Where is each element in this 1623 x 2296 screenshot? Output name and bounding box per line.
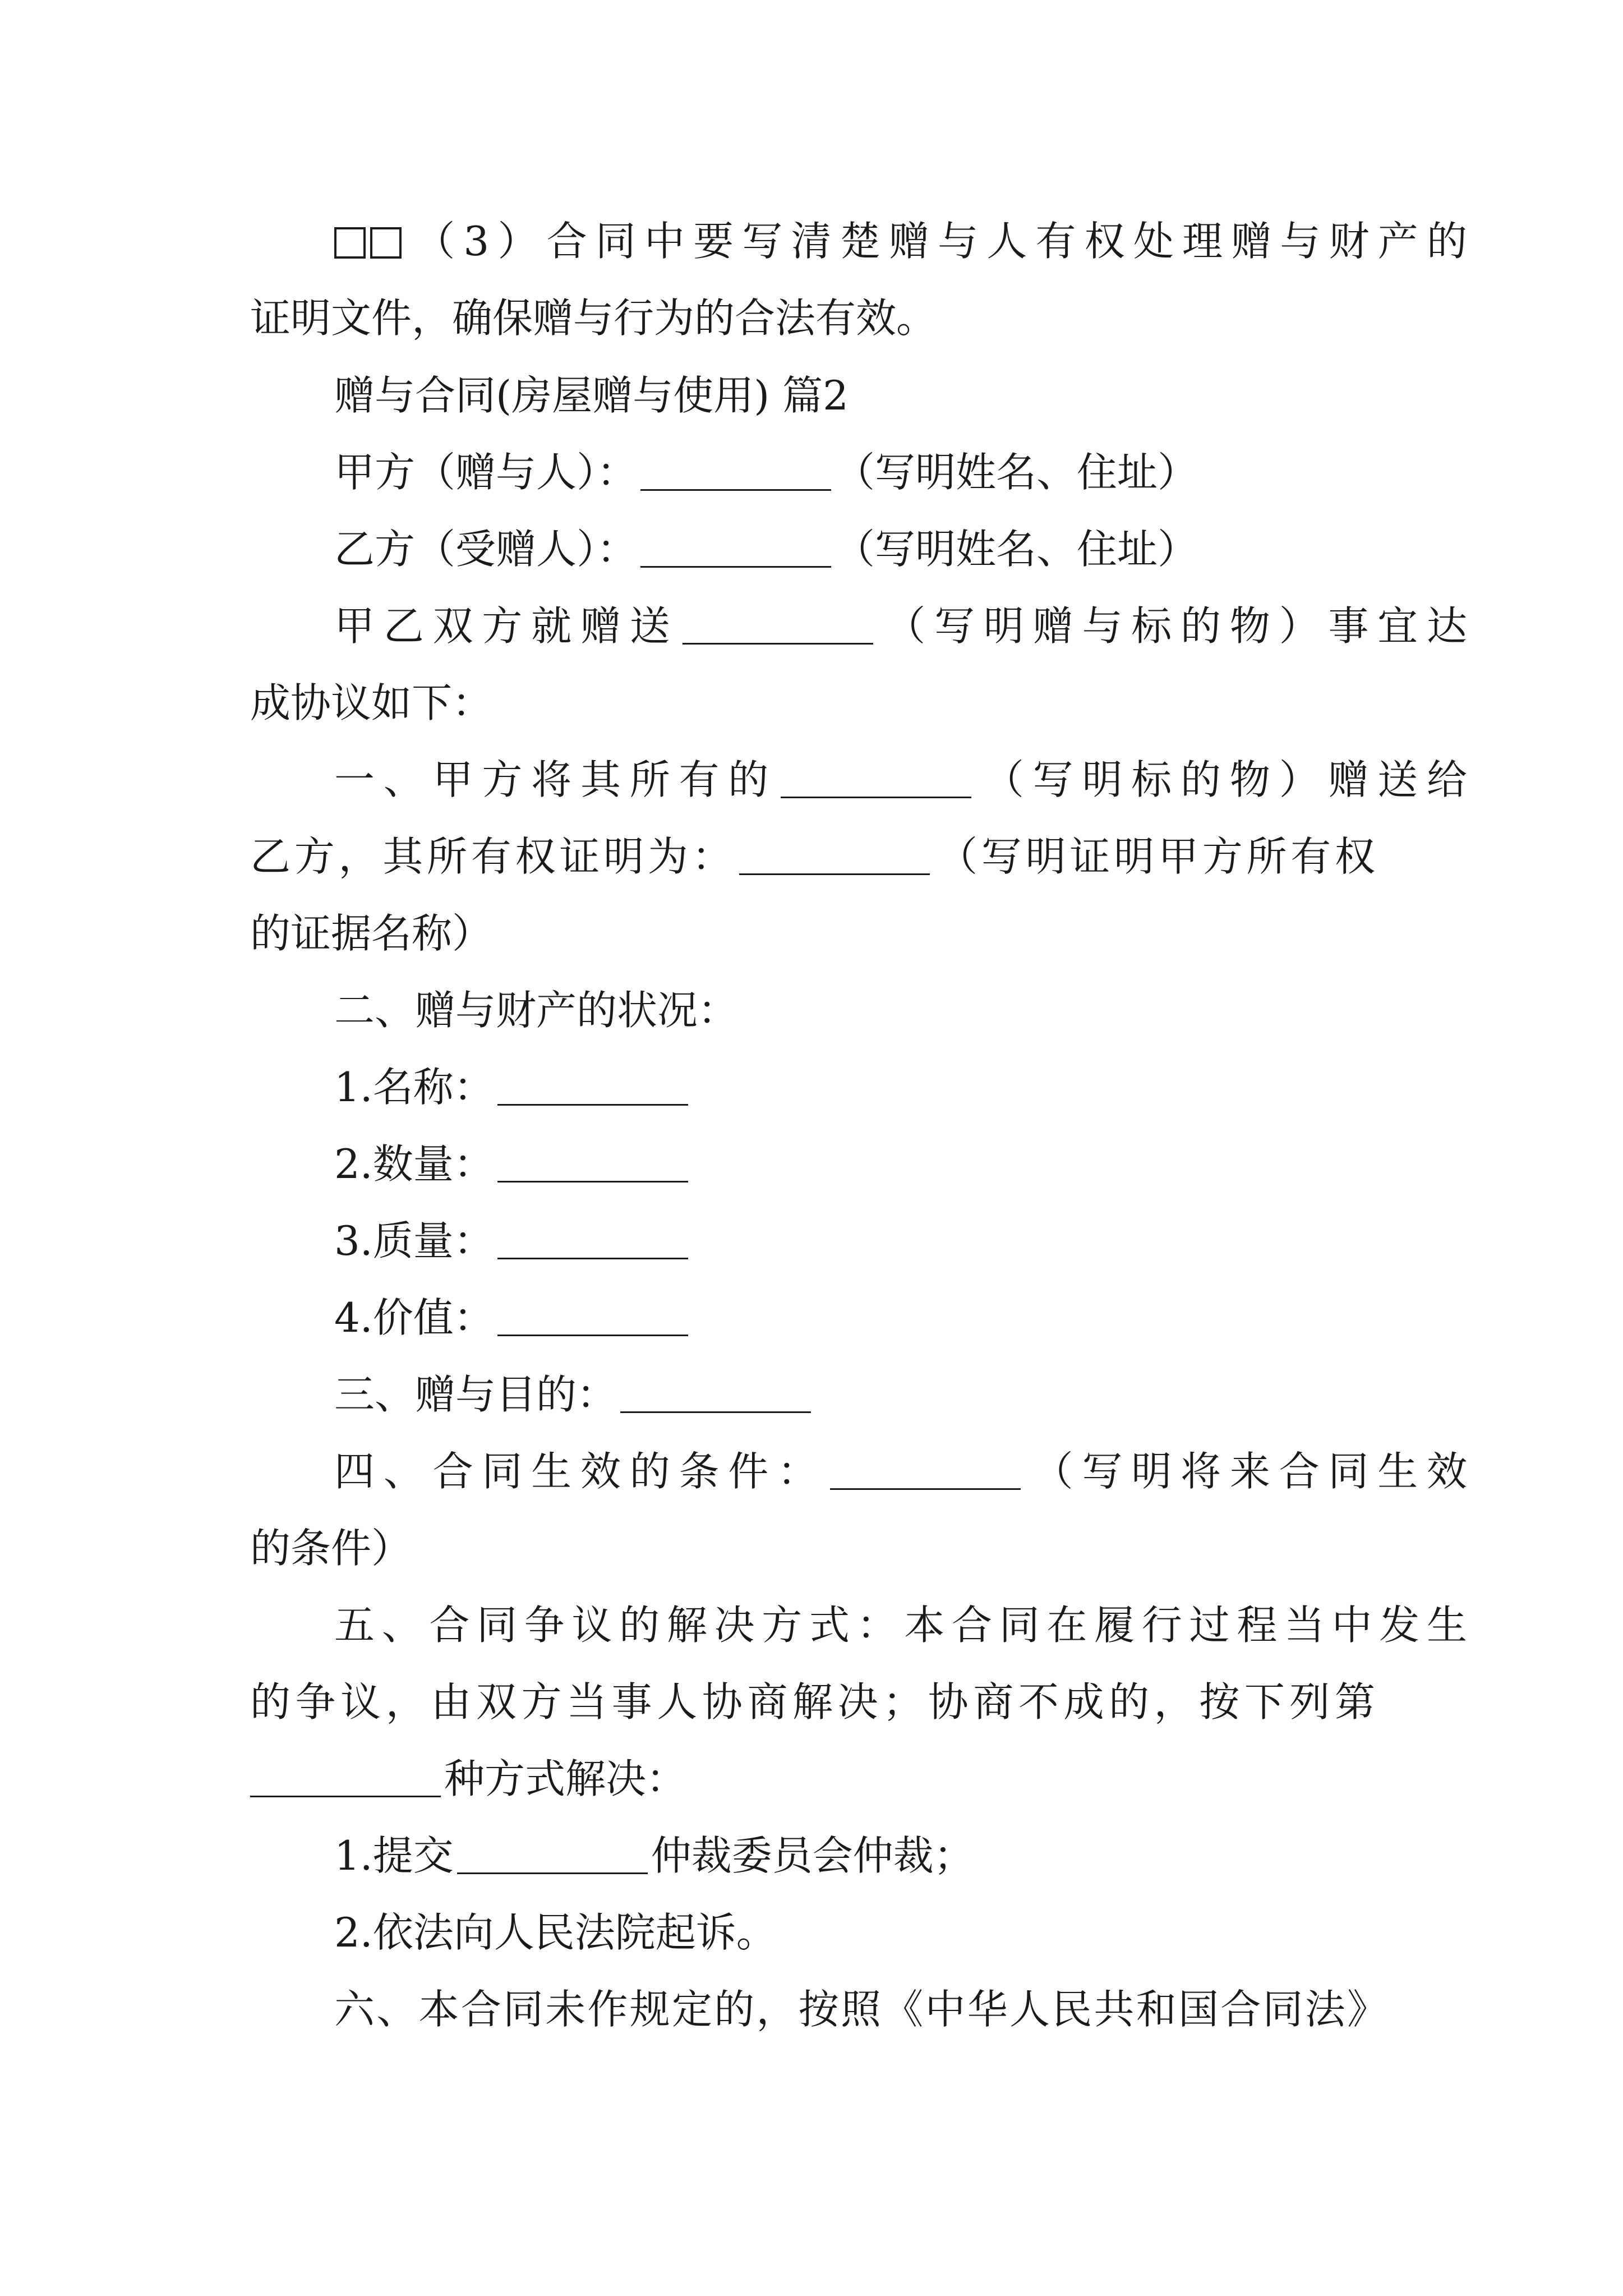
paragraph-line xyxy=(0,753,1467,807)
paragraph-line xyxy=(0,676,1623,730)
checkbox-icon xyxy=(370,227,402,259)
fill-in-blank[interactable] xyxy=(830,1448,1021,1490)
party-b-line xyxy=(0,522,1623,576)
checkbox-icon xyxy=(334,227,366,259)
text-run: 一、甲方将其所有的 xyxy=(334,756,778,803)
text-run: 成协议如下： xyxy=(250,679,493,726)
fill-in-blank[interactable] xyxy=(640,449,831,491)
text-run: 三、赠与目的： xyxy=(334,1371,617,1418)
paragraph-line xyxy=(0,1521,1623,1575)
paragraph-line xyxy=(0,907,1623,960)
paragraph-line xyxy=(0,983,1623,1037)
paragraph-line xyxy=(0,1368,1623,1421)
text-run: （写明姓名、住址） xyxy=(834,449,1198,496)
fill-in-blank[interactable] xyxy=(640,526,831,568)
text-run: 六、本合同未作规定的，按照《中华人民共和国合同法》 xyxy=(334,1986,1387,2033)
text-run: 仲裁委员会仲裁； xyxy=(651,1832,974,1879)
text-run: 证明文件，确保赠与行为的合法有效。 xyxy=(250,295,937,342)
list-item xyxy=(0,1214,1623,1268)
text-run: 的条件） xyxy=(250,1525,412,1572)
list-item xyxy=(0,1906,1623,1959)
fill-in-blank[interactable] xyxy=(497,1064,688,1106)
paragraph-line xyxy=(0,291,1623,345)
paragraph-line xyxy=(0,1675,1375,1729)
fill-in-blank[interactable] xyxy=(457,1832,648,1874)
list-item xyxy=(0,1137,1623,1191)
text-run: （写明赠与标的物）事宜达 xyxy=(876,602,1467,650)
list-item xyxy=(0,1060,1623,1114)
text-run: 2.依法向人民法院起诉。 xyxy=(334,1909,777,1956)
paragraph-line xyxy=(0,1444,1467,1498)
text-run: 1.名称： xyxy=(334,1064,494,1111)
text-run: 2.数量： xyxy=(334,1140,494,1188)
fill-in-blank[interactable] xyxy=(739,833,930,875)
fill-in-blank[interactable] xyxy=(781,756,971,798)
list-item xyxy=(0,1829,1623,1883)
text-run: 1.提交 xyxy=(334,1832,454,1879)
fill-in-blank[interactable] xyxy=(497,1294,688,1336)
list-item xyxy=(0,1291,1623,1345)
text-run: （写明将来合同生效 xyxy=(1023,1448,1467,1495)
text-run: 甲乙双方就赠送 xyxy=(334,602,679,650)
text-run: 4.价值： xyxy=(334,1294,494,1341)
text-run: （3）合同中要写清楚赠与人有权处理赠与财产的 xyxy=(406,218,1467,265)
fill-in-blank[interactable] xyxy=(250,1755,441,1797)
paragraph-line xyxy=(0,830,1375,884)
text-run: 的证据名称） xyxy=(250,910,493,957)
text-run: （写明标的物）赠送给 xyxy=(975,756,1467,803)
text-run: 二、赠与财产的状况： xyxy=(334,987,739,1034)
text-run: （写明姓名、住址） xyxy=(834,526,1198,573)
fill-in-blank[interactable] xyxy=(497,1217,688,1259)
text-run: 四、合同生效的条件： xyxy=(334,1448,827,1495)
paragraph-line xyxy=(0,1598,1467,1652)
text-run: 种方式解决： xyxy=(444,1755,687,1802)
paragraph-line xyxy=(0,214,1467,268)
fill-in-blank[interactable] xyxy=(497,1140,688,1182)
text-run: 赠与合同(房屋赠与使用) 篇2 xyxy=(334,372,849,419)
text-run: 甲方（赠与人）： xyxy=(334,449,638,496)
text-run: 的争议，由双方当事人协商解决；协商不成的，按下列第 xyxy=(250,1678,1375,1726)
text-run: 乙方（受赠人）： xyxy=(334,526,638,573)
paragraph-line xyxy=(0,1982,1387,2036)
paragraph-line xyxy=(0,599,1467,653)
paragraph-line xyxy=(0,1752,1623,1806)
text-run: 乙方，其所有权证明为： xyxy=(250,833,736,880)
fill-in-blank[interactable] xyxy=(620,1371,811,1413)
fill-in-blank[interactable] xyxy=(683,602,873,645)
party-a-line xyxy=(0,445,1623,499)
text-run: （写明证明甲方所有权 xyxy=(933,833,1375,880)
text-run: 3.质量： xyxy=(334,1217,494,1264)
section-heading xyxy=(0,369,1623,422)
text-run: 五、合同争议的解决方式：本合同在履行过程当中发生 xyxy=(334,1602,1467,1649)
